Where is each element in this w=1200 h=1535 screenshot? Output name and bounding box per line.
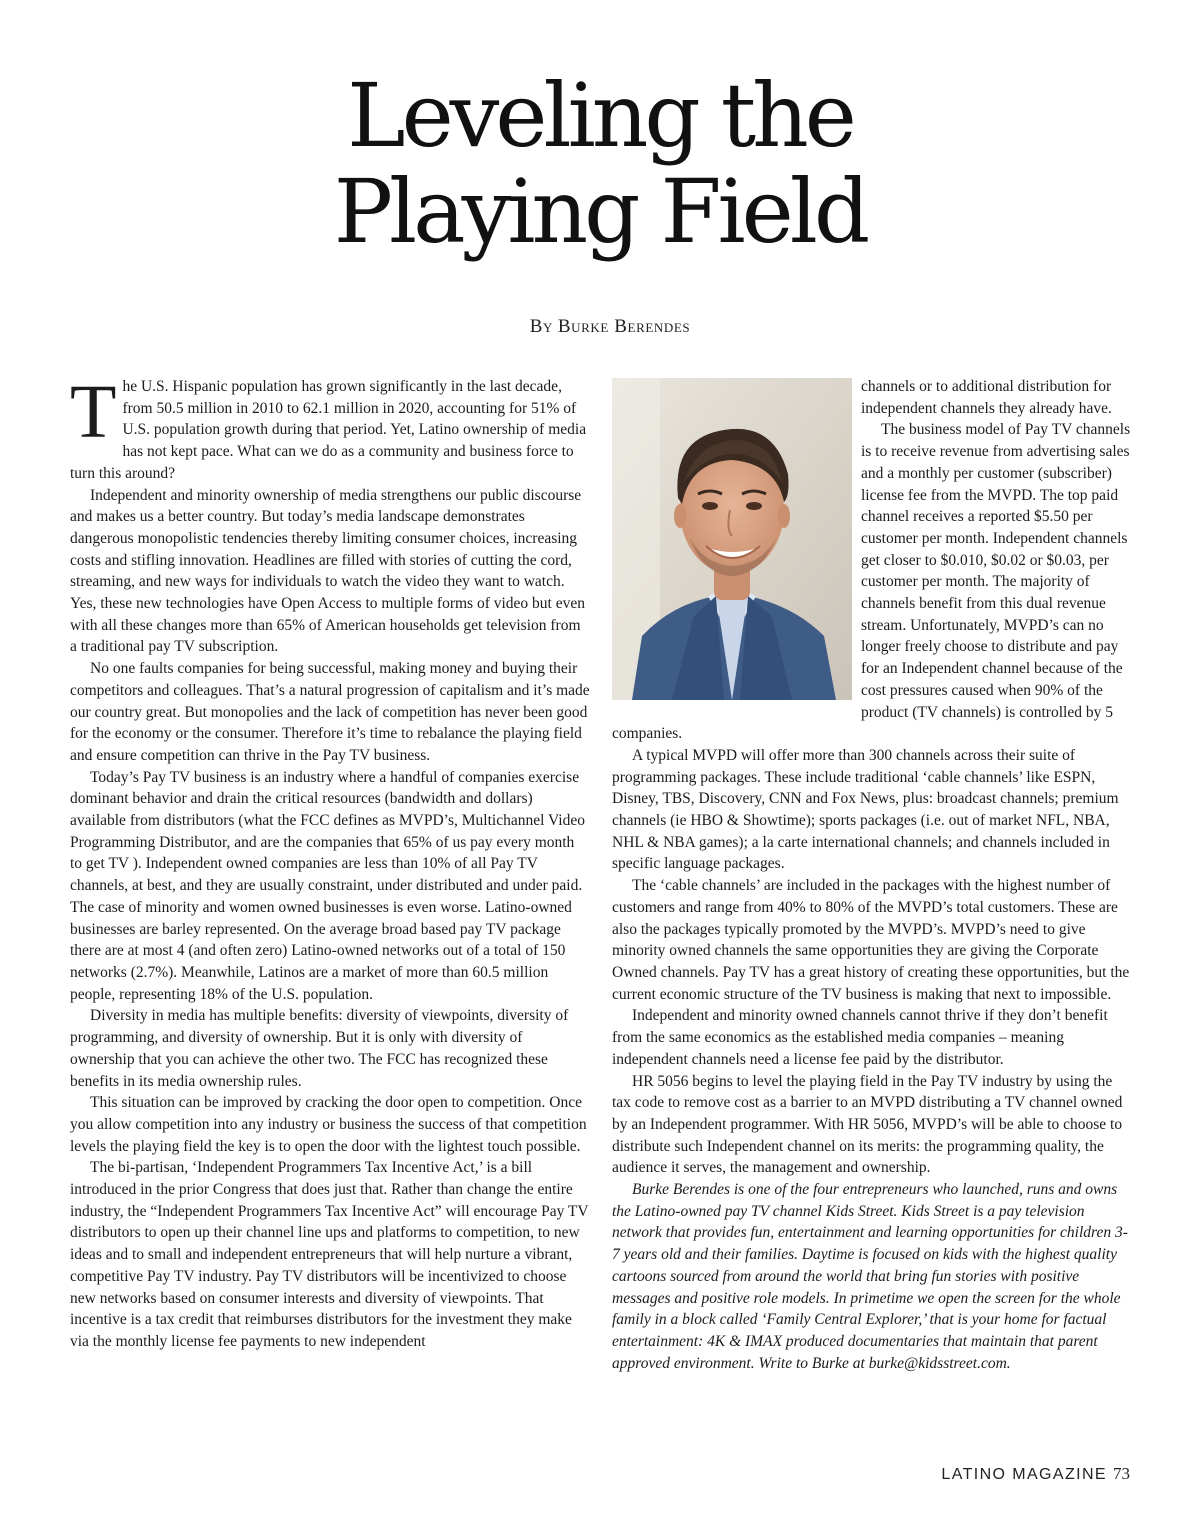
- author-bio: Burke Berendes is one of the four entrepreneurs who launched, runs and owns the Latino-owned pay TV channel Kids Street. Kids Street is a pay television network that provides fun, entertainment and learning opportunities for children 3-7 years old and their families. Daytime is focused on kids with the highest quality cartoons sourced from around the world that bring fun stories with positive messages and positive role models. In primetime we open the screen for the whole family in a block called ‘Family Central Explorer,’ that is your home for factual entertainment: 4K & IMAX produced documentaries that maintain that parent approved environment. Write to Burke at burke@kidsstreet.com.: [612, 1181, 1128, 1372]
- paragraph: Independent and minority ownership of media strengthens our public discourse and makes us a better country. But today’s media landscape demonstrates dangerous monopolistic tendencies thereby limiting consumer choices, increasing costs and stifling innovation. Headlines are filled with stories of cutting the cord, streaming, and new ways for individuals to watch the video they want to watch. Yes, these new technologies have Open Access to multiple forms of video but even with all these changes more than 65% of American households get television from a traditional pay TV subscription.: [70, 486, 585, 656]
- byline: [0, 316, 1200, 338]
- publication-name: LATINO MAGAZINE: [941, 1466, 1107, 1483]
- article-title: [0, 64, 1200, 263]
- paragraph: Diversity in media has multiple benefits: diversity of viewpoints, diversity of programming, and diversity of ownership. But it is only with diversity of ownership that you can achieve the other two. The FCC has recognized these benefits in its media ownership rules.: [70, 1007, 569, 1090]
- paragraph: channels or to additional distribution for independent channels they already have.: [861, 378, 1112, 417]
- author-photo: [612, 378, 852, 700]
- drop-cap: T: [70, 370, 117, 454]
- paragraph: No one faults companies for being successful, making money and buying their competitors and colleagues. That’s a natural progression of capitalism and it’s made our country great. But monopolies and the lack of competition has never been good for the economy or the consumer. Therefore it’s time to rebalance the playing field and ensure competition can thrive in the Pay TV business.: [70, 660, 590, 764]
- page-footer: [941, 1464, 1130, 1484]
- page-number: 73: [1113, 1464, 1130, 1483]
- paragraph: The business model of Pay TV channels is to receive revenue from advertising sales and a monthly per customer (subscriber) license fee from the MVPD. The top paid channel receives a reported $5.50 per customer per month. Independent channels get closer to $0.010, $0.02 or $0.03, per customer per month. The majority of channels benefit from this dual revenue stream. Unfortunately, MVPD’s can no longer freely choose to distribute and pay for an Independent channel because of the cost pressures caused when 90% of the product (TV channels) is controlled by 5 companies.: [612, 421, 1131, 743]
- title-line-1: Leveling the: [347, 64, 853, 167]
- byline-author: Burke Berendes: [557, 316, 691, 337]
- byline-prefix: By: [529, 316, 553, 337]
- paragraph-text: he U.S. Hispanic population has grown significantly in the last decade, from 50.5 million in 2010 to 62.1 million in 2020, accounting for 51% of U.S. population growth during that period. Yet, Latino ownership of media has not kept pace. What can we do as a community and business force to turn this around?: [70, 378, 587, 482]
- paragraph: The bi-partisan, ‘Independent Programmers Tax Incentive Act,’ is a bill introduced in the prior Congress that does just that. Rather than change the entire industry, the “Independent Programmers Tax Incentive Act” will encourage Pay TV distributors to open up their channel line ups and platforms to competition, to new ideas and to small and independent entrepreneurs that will help nurture a vibrant, competitive Pay TV industry. Pay TV distributors will be incentivized to choose new networks based on consumer interests and diversity of viewpoints. That incentive is a tax credit that reimburses distributors for the investment they make via the monthly license fee payments to new independent: [70, 1159, 589, 1350]
- paragraph: HR 5056 begins to level the playing field in the Pay TV industry by using the tax code to remove cost as a barrier to an MVPD distributing a TV channel owned by an Independent programmer. With HR 5056, MVPD’s will be able to choose to distribute such Independent channel on its merits: the programming quality, the audience it serves, the management and ownership.: [612, 1072, 1123, 1177]
- title-line-2: Playing Field: [333, 160, 867, 263]
- right-column: [612, 376, 1132, 1374]
- left-column: [70, 370, 590, 1353]
- paragraph: This situation can be improved by cracking the door open to competition. Once you allow competition into any industry or business the success of that competition levels the playing field the key is to open the door with the lightest touch possible.: [70, 1094, 587, 1155]
- paragraph: The ‘cable channels’ are included in the packages with the highest number of customers and range from 40% to 80% of the MVPD’s total customers. These are also the packages typically promoted by the MVPD’s. MVPD’s need to give minority owned channels the same opportunities they are giving the Corporate Owned channels. Pay TV has a great history of creating these opportunities, but the current economic structure of the TV business is making that next to impossible.: [612, 877, 1130, 1003]
- paragraph: Today’s Pay TV business is an industry where a handful of companies exercise dominant behavior and drain the critical resources (bandwidth and dollars) available from distributors (what the FCC defines as MVPD’s, Multichannel Video Programming Distributor, and are the companies that 65% of us pay every month to get TV ). Independent owned companies are less than 10% of all Pay TV channels, at best, and they are usually constraint, under distributed and under paid. The case of minority and women owned businesses is even worse. Latino-owned businesses are barley represented. On the average broad based pay TV package there are at most 4 (and often zero) Latino-owned networks out of a total of 150 networks (2.7%). Meanwhile, Latinos are a market of more than 60.5 million people, representing 18% of the U.S. population.: [70, 768, 585, 1003]
- paragraph: Independent and minority owned channels cannot thrive if they don’t benefit from the same economics as the established media companies – meaning independent channels need a license fee paid by the distributor.: [612, 1007, 1108, 1068]
- paragraph: [70, 370, 590, 485]
- paragraph: A typical MVPD will offer more than 300 channels across their suite of programming packages. These include traditional ‘cable channels’ like ESPN, Disney, TBS, Discovery, CNN and Fox News, plus: broadcast channels; premium channels (ie HBO & Showtime); sports packages (i.e. out of market NFL, NBA, NHL & NBA games); a la carte international channels; and channels included in specific language packages.: [612, 746, 1119, 873]
